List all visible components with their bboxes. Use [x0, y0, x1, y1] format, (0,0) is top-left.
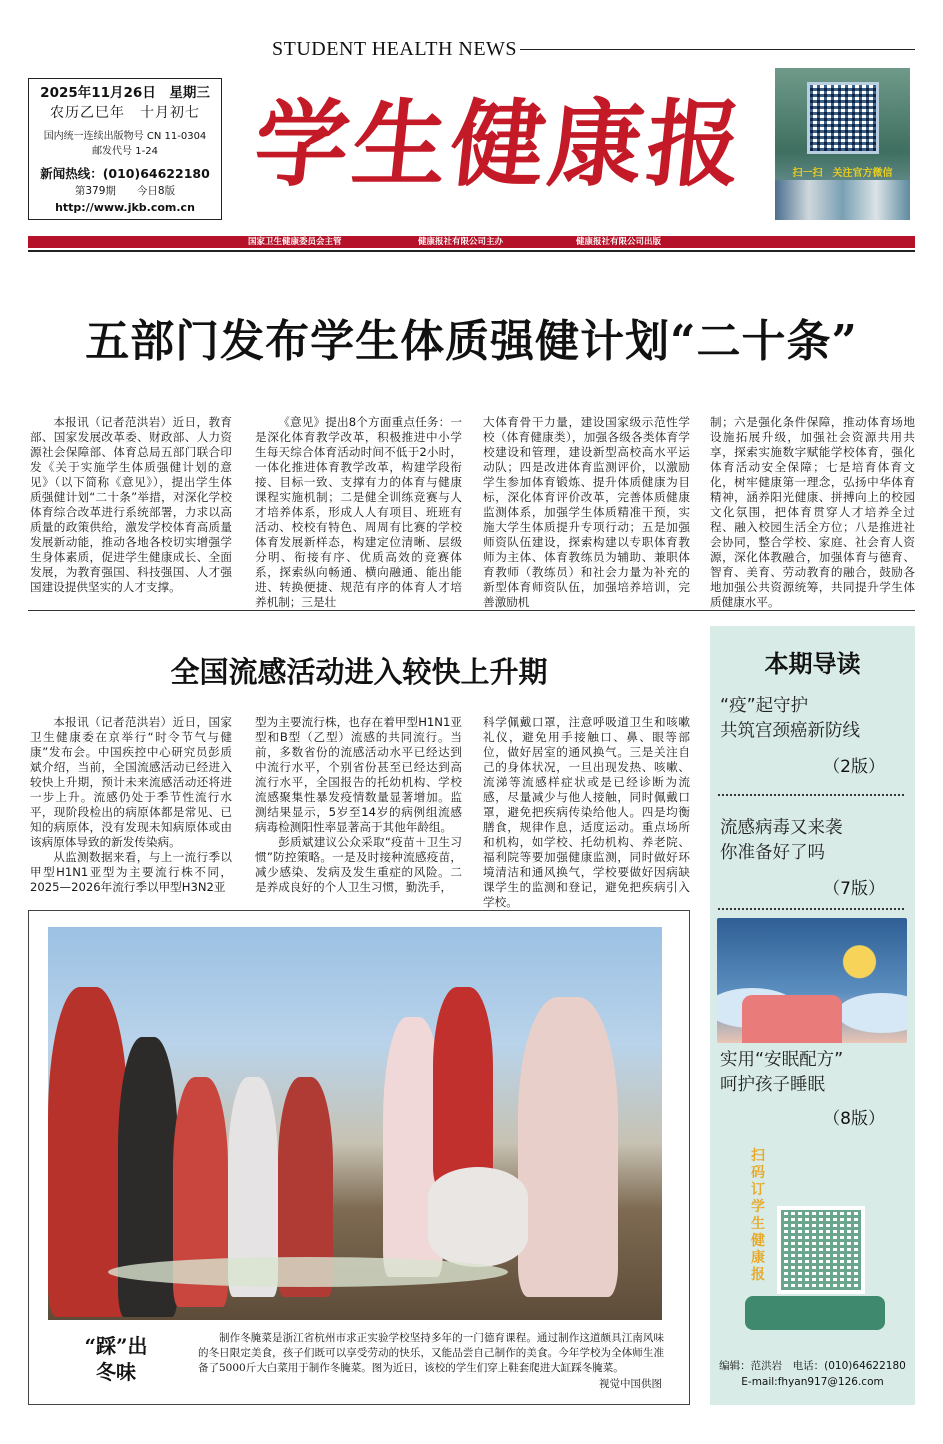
photo-title-line: “踩”出	[84, 1334, 148, 1358]
article2-column-2	[255, 715, 462, 895]
page-ref: （8版）	[823, 1109, 885, 1129]
article1-column-2	[255, 415, 462, 610]
paragraph: 本报讯（记者范洪岩）近日，教育部、国家发展改革委、财政部、人力资源社会保障部、体育总局五部门联合印发《关于实施学生体质强健计划的意见》（以下简称《意见》），提出学生体质强健计划“二十条”举措，对深化学校体育综合改革进行系统部署，力求以高质量的政策供给，激发学校体育高质量发展新动能，推动各地各校切实增强学生身体素质，促进学生健康成长、全面发展，为教育强国、科技强国、人才强国建设提供坚实的人才支撑。	[30, 415, 232, 594]
paragraph: 本报讯（记者范洪岩）近日，国家卫生健康委在京举行“时令节气与健康”发布会。中国疾控中心研究员彭质斌介绍，当前，全国流感活动已经进入较快上升期，预计未来流感活动还将进一步上升。流感仍处于季节性流行水平，现阶段检出的病原体都是常见、已知的病原体，没有发现未知病原体或由该病原体导致的新发传染病。	[30, 715, 232, 849]
item-line: 你准备好了吗	[720, 843, 825, 863]
website-link[interactable]: http://www.jkb.com.cn	[55, 201, 195, 214]
illustration	[775, 180, 910, 220]
ad-base	[745, 1296, 885, 1330]
caption-text: 制作冬腌菜是浙江省杭州市求正实验学校坚持多年的一门德育课程。通过制作这道颇具江南风味的冬日限定美食，孩子们既可以享受劳动的快乐，又能品尝自己制作的美食。今年学校为全体师生准备了5000斤大白菜用于制作冬腌菜。图为近日，该校的学生们穿上鞋套爬进大缸踩冬腌菜。	[198, 1332, 664, 1374]
publisher-publisher: 健康报社有限公司出版	[576, 237, 662, 247]
wechat-qr-promo[interactable]	[775, 68, 910, 220]
headline-main: 五部门发布学生体质强健计划“二十条”	[85, 316, 858, 367]
news-photo	[48, 927, 662, 1320]
article2-column-3	[483, 715, 690, 910]
subscribe-qr-ad[interactable]	[745, 1146, 885, 1336]
photo-credit: 视觉中国供图	[599, 1378, 662, 1390]
sidebar-title: 本期导读	[764, 649, 861, 678]
sidebar-item-page7[interactable]	[720, 816, 906, 866]
photo-caption	[198, 1331, 664, 1376]
lunar-date: 农历乙巳年 十月初七	[50, 105, 200, 121]
paragraph: 从监测数据来看，与上一流行季以甲型H1N1亚型为主要流行株不同，2025—2026年流行季以甲型H3N2亚	[30, 850, 232, 894]
publisher-bar	[28, 236, 915, 248]
editor-line: 编辑：范洪岩 电话：(010)64622180	[719, 1360, 906, 1372]
email-link[interactable]: E-mail:fhyan917@126.com	[741, 1376, 884, 1388]
divider	[28, 250, 915, 252]
paragraph: 制；六是强化条件保障，推动体育场地设施拓展升级，加强社会资源共用共享，探索实施数字赋能学校体育，强化体育活动安全保障；七是培育体育文化，树牢健康第一理念，弘扬中华体育精神，涵养阳光健康、拼搏向上的校园文化氛围，把体育贯穿人才培养全过程、融入校园生活全方位；八是推进社会协同，整合学校、家庭、社会育人资源，深化体教融合，加强体育与德育、智育、美育、劳动教育的融合，鼓励各地加强公共资源统筹，共同提升学生体质健康水平。	[710, 415, 915, 609]
sidebar-item-page2[interactable]	[720, 694, 906, 744]
divider	[718, 908, 904, 910]
english-title: STUDENT HEALTH NEWS	[272, 38, 518, 60]
paragraph: 《意见》提出8个方面重点任务：一是深化体育教学改革，积极推进中小学生每天综合体育活动时间不低于2小时，一体化推进体育教学改革，构建学段衔接、目标一致、支撑有力的体育与健康课程实施机制；二是健全训练竞赛与人才培养体系，形成人人有项目、班班有活动、校校有特色、周周有比赛的学校体育发展新样态，构建定位清晰、层级分明、衔接有序、优质高效的竞赛体系，探索纵向畅通、横向融通、能出能进、转换便捷、规范有序的体育人才培养机制；三是壮	[255, 415, 462, 609]
photo-title	[76, 1333, 156, 1385]
sleep-illustration	[717, 918, 907, 1043]
postal-code: 邮发代号 1-24	[92, 146, 158, 157]
editor-info	[710, 1358, 915, 1390]
headline-flu: 全国流感活动进入较快上升期	[170, 655, 548, 689]
paragraph: 型为主要流行株，也存在着甲型H1N1亚型和B型（乙型）流感的共同流行。当前，多数省份的流感活动水平已经达到中流行水平，个别省份甚至已经达到高流行水平，全国报告的托幼机构、学校流感聚集性暴发疫情数量显著增加。监测结果显示，5岁至14岁的病例组流感病毒检测阳性率显著高于其他年龄组。	[255, 715, 462, 834]
newspaper-title: 学生健康报	[249, 90, 751, 200]
paragraph: 科学佩戴口罩，注意呼吸道卫生和咳嗽礼仪，避免用手接触口、鼻、眼等部位，做好居室的通风换气。三是关注自己的身体状况，一旦出现发热、咳嗽、流涕等流感样症状或是已经诊断为流感，尽量减少与他人接触，同时佩戴口罩，避免把疾病传染给他人。四是均衡膳食，规律作息，适度运动。重点场所和机构，如学校、托幼机构、养老院、福利院等要加强健康监测，同时做好环境清洁和通风换气，学校要做好因病缺课学生的监测和登记，避免把疾病引入学校。	[483, 715, 690, 909]
sidebar-contents	[710, 626, 915, 1405]
qr-caption: 扫一扫 关注官方微信	[792, 168, 893, 179]
sidebar-item-page8[interactable]	[720, 1048, 906, 1098]
cn-number: 国内统一连续出版物号 CN 11-0304	[43, 131, 207, 142]
item-line: 流感病毒又来袭	[720, 818, 843, 838]
paragraph: 大体育骨干力量，建设国家级示范性学校（体育健康类），加强各级各类体育学校建设和管理，建设新型高校高水平运动队；四是改进体育监测评价，以激励学生参加体育锻炼、提升体质健康为目标，深化体育评价改革，完善体质健康监测体系，加强学生体质精准干预，实施大学生体质提升专项行动；五是加强师资队伍建设，探索构建以专职体育教师为主体、体育教练员为辅助、兼职体育教师（教练员）和社会力量为补充的新型体育师资队伍，加强培养培训，完善激励机	[483, 415, 690, 609]
article1-column-4	[710, 415, 915, 610]
ad-text: 扫码订学生健康报	[751, 1148, 765, 1283]
issue-info-box	[28, 78, 222, 220]
page-ref: （7版）	[823, 879, 885, 899]
qr-code-icon	[777, 1206, 865, 1294]
publisher-supervisor: 国家卫生健康委员会主管	[248, 237, 342, 247]
photo-title-line: 冬味	[96, 1360, 136, 1384]
item-line: 共筑宫颈癌新防线	[720, 721, 860, 741]
item-line: 呵护孩子睡眠	[720, 1075, 825, 1095]
divider	[718, 794, 904, 796]
divider	[28, 610, 915, 611]
hotline: 新闻热线：(010)64622180	[40, 166, 210, 181]
article2-column-1	[30, 715, 232, 895]
issue-number: 第379期 今日8版	[74, 185, 176, 197]
article1-column-1	[30, 415, 232, 595]
item-line: “疫”起守护	[720, 696, 809, 716]
article1-column-3	[483, 415, 690, 610]
date: 2025年11月26日 星期三	[40, 85, 210, 101]
item-line: 实用“安眠配方”	[720, 1050, 844, 1070]
divider	[520, 49, 915, 50]
qr-code-icon	[807, 82, 879, 154]
publisher-sponsor: 健康报社有限公司主办	[418, 237, 504, 247]
paragraph: 彭质斌建议公众采取“疫苗＋卫生习惯”防控策略。一是及时接种流感疫苗，减少感染、发病及发生重症的风险。二是养成良好的个人卫生习惯，勤洗手，	[255, 835, 462, 894]
page-ref: （2版）	[823, 757, 885, 777]
